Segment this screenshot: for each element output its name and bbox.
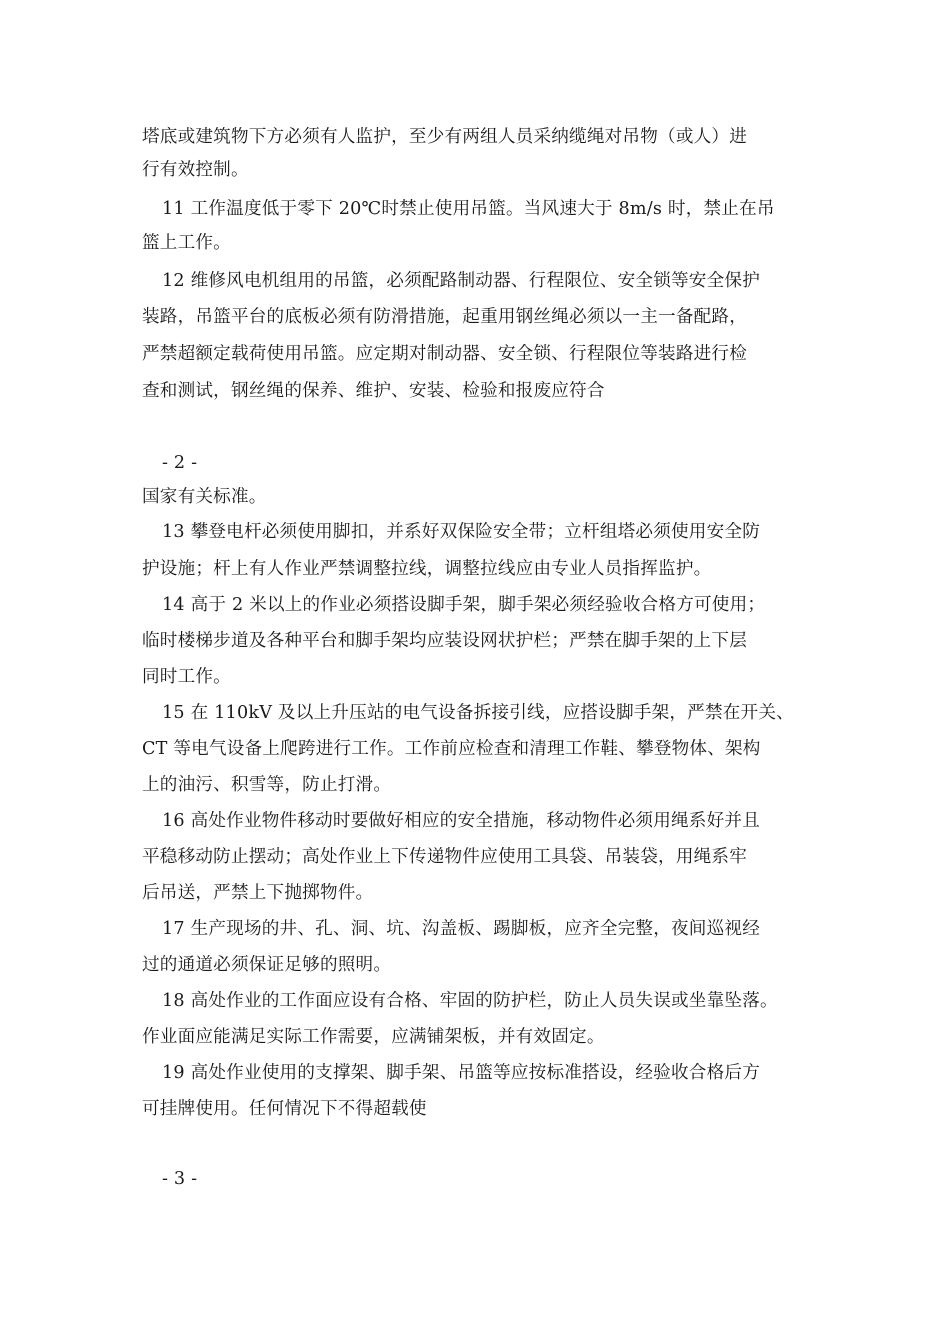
text-line: 平稳移动防止摆动；高处作业上下传递物件应使用工具袋、吊装袋，用绳系牢 <box>142 847 747 867</box>
text-line: 13 攀登电杆必须使用脚扣，并系好双保险安全带；立杆组塔必须使用安全防 <box>162 522 760 542</box>
text-line: 临时楼梯步道及各种平台和脚手架均应装设网状护栏；严禁在脚手架的上下层 <box>142 631 747 651</box>
text-line: 行有效控制。 <box>142 160 249 180</box>
text-line: 作业面应能满足实际工作需要，应满铺架板，并有效固定。 <box>142 1027 605 1047</box>
text-line: 12 维修风电机组用的吊篮，必须配路制动器、行程限位、安全锁等安全保护 <box>162 271 760 291</box>
text-line: 过的通道必须保证足够的照明。 <box>142 955 392 975</box>
text-line: 装路，吊篮平台的底板必须有防滑措施，起重用钢丝绳必须以一主一备配路， <box>142 307 747 327</box>
text-line: 同时工作。 <box>142 667 231 687</box>
text-line: 护设施；杆上有人作业严禁调整拉线，调整拉线应由专业人员指挥监护。 <box>142 559 712 579</box>
text-line: 上的油污、积雪等，防止打滑。 <box>142 775 392 795</box>
text-line: CT 等电气设备上爬跨进行工作。工作前应检查和清理工作鞋、攀登物体、架构 <box>142 739 761 759</box>
text-line: 国家有关标准。 <box>142 487 267 507</box>
page-number: - 3 - <box>162 1169 198 1189</box>
text-line: 18 高处作业的工作面应设有合格、牢固的防护栏，防止人员失误或坐靠坠落。 <box>162 991 778 1011</box>
text-line: 19 高处作业使用的支撑架、脚手架、吊篮等应按标准搭设，经验收合格后方 <box>162 1063 760 1083</box>
text-line: 可挂牌使用。任何情况下不得超载使 <box>142 1099 427 1119</box>
text-line: 15 在 110kV 及以上升压站的电气设备拆接引线，应搭设脚手架，严禁在开关、 <box>162 703 794 723</box>
text-line: 14 高于 2 米以上的作业必须搭设脚手架，脚手架必须经验收合格方可使用； <box>162 595 766 615</box>
text-line: 查和测试，钢丝绳的保养、维护、安装、检验和报废应符合 <box>142 381 605 401</box>
text-line: 11 工作温度低于零下 20℃时禁止使用吊篮。当风速大于 8m/s 时，禁止在吊 <box>162 199 775 219</box>
text-line: 塔底或建筑物下方必须有人监护，至少有两组人员采纳缆绳对吊物（或人）进 <box>142 127 747 147</box>
text-line: 后吊送，严禁上下抛掷物件。 <box>142 883 374 903</box>
text-line: 16 高处作业物件移动时要做好相应的安全措施，移动物件必须用绳系好并且 <box>162 811 760 831</box>
text-line: 严禁超额定载荷使用吊篮。应定期对制动器、安全锁、行程限位等装路进行检 <box>142 344 747 364</box>
text-line: 17 生产现场的井、孔、洞、坑、沟盖板、踢脚板，应齐全完整，夜间巡视经 <box>162 919 760 939</box>
page-number: - 2 - <box>162 453 198 473</box>
text-line: 篮上工作。 <box>142 233 231 253</box>
